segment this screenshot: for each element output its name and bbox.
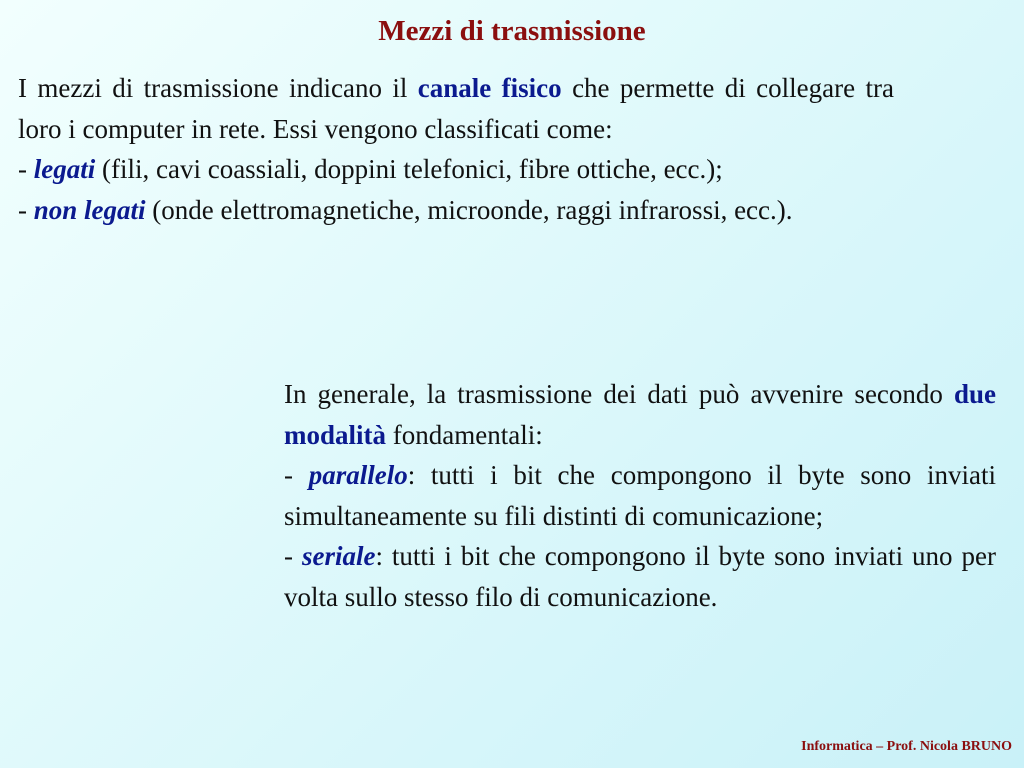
modes-intro-before: In generale, la trasmissione dei dati può avvenire secondo (284, 379, 954, 409)
list-dash: - (18, 154, 34, 184)
term-parallelo: parallelo (308, 460, 408, 490)
list-item-legati (18, 149, 894, 190)
intro-text-before: I mezzi di trasmissione indicano il (18, 73, 418, 103)
list-item-description: : tutti i bit che compongono il byte sono inviati simultaneamente su fili distinti di comunicazione; (284, 460, 996, 531)
term-non-legati: non legati (33, 194, 146, 225)
list-item-description: (fili, cavi coassiali, doppini telefonici, fibre ottiche, ecc.); (95, 154, 723, 184)
list-item-non-legati (18, 190, 894, 231)
term-legati: legati (33, 154, 96, 184)
transmission-modes-block (284, 374, 996, 617)
list-dash: - (284, 541, 302, 571)
transmission-media-block (18, 68, 894, 230)
intro-text-after: che permette di collegare tra loro i computer in rete. Essi vengono classificati come: (18, 73, 894, 144)
keyword-canale-fisico: canale fisico (417, 73, 562, 103)
slide-title: Mezzi di trasmissione (378, 15, 646, 47)
keyword-due-modalita: due modalità (284, 379, 996, 450)
intro-paragraph (18, 68, 894, 149)
list-item-seriale (284, 536, 996, 617)
modes-intro-paragraph (284, 374, 996, 455)
list-item-description: : tutti i bit che compongono il byte sono inviati uno per volta sullo stesso filo di comunicazione. (284, 541, 996, 612)
list-dash: - (284, 460, 309, 490)
list-dash: - (18, 194, 34, 225)
list-item-parallelo (284, 455, 996, 536)
footer-credit: Informatica – Prof. Nicola BRUNO (801, 739, 1012, 754)
term-seriale: seriale (301, 541, 376, 571)
list-item-description: (onde elettromagnetiche, microonde, raggi infrarossi, ecc.). (145, 194, 793, 225)
modes-intro-after: fondamentali: (386, 419, 543, 450)
